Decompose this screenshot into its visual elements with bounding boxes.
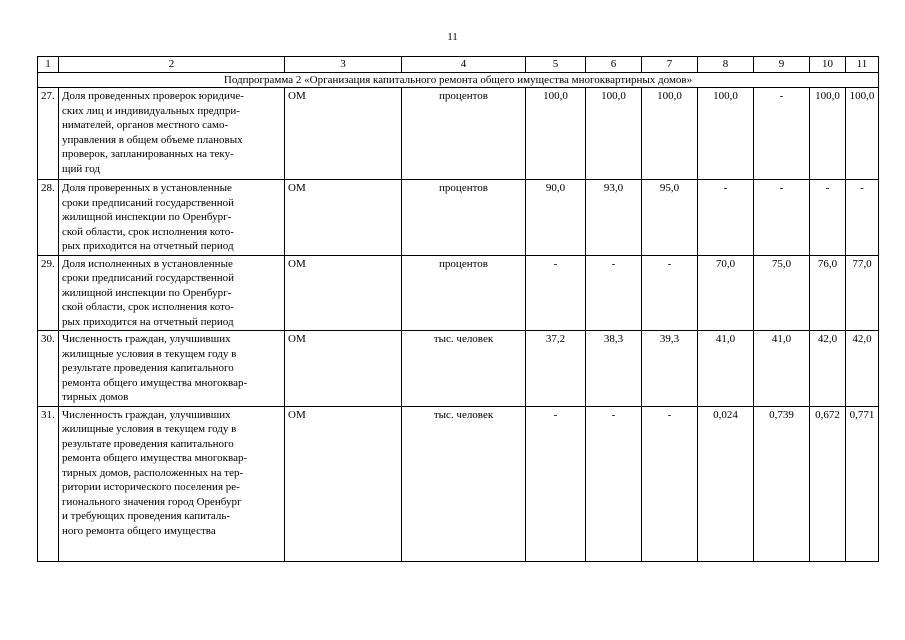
value-cell: - <box>754 88 810 180</box>
indicator-name <box>59 88 285 180</box>
unit-of-measure: тыс. человек <box>402 331 526 407</box>
value-cell: 42,0 <box>810 331 846 407</box>
column-header: 8 <box>698 57 754 73</box>
unit-of-measure: процентов <box>402 255 526 331</box>
value-cell: 42,0 <box>846 331 879 407</box>
indicator-type: ОМ <box>285 331 402 407</box>
column-header: 5 <box>526 57 586 73</box>
column-header: 2 <box>59 57 285 73</box>
value-cell: 0,739 <box>754 406 810 561</box>
row-number: 30. <box>38 331 59 407</box>
indicator-name-line: жилищной инспекции по Оренбург- <box>62 286 232 299</box>
table-row <box>38 180 879 256</box>
indicator-name <box>59 255 285 331</box>
indicator-name-line: Доля исполненных в установленные <box>62 257 233 270</box>
column-header: 1 <box>38 57 59 73</box>
indicators-table <box>37 56 879 562</box>
value-cell: 41,0 <box>754 331 810 407</box>
value-cell: 38,3 <box>586 331 642 407</box>
indicator-type: ОМ <box>285 88 402 180</box>
column-header: 6 <box>586 57 642 73</box>
table-row <box>38 88 879 180</box>
value-cell: - <box>698 180 754 256</box>
indicator-name <box>59 406 285 561</box>
indicator-name-line: тирных домов <box>62 391 129 403</box>
unit-of-measure: процентов <box>402 180 526 256</box>
value-cell: 76,0 <box>810 255 846 331</box>
value-cell: 75,0 <box>754 255 810 331</box>
column-header: 3 <box>285 57 402 73</box>
column-header: 11 <box>846 57 879 73</box>
value-cell: - <box>526 255 586 331</box>
indicator-name-line: нимателей, органов местного само- <box>62 119 229 131</box>
value-cell: 70,0 <box>698 255 754 331</box>
subprogram-title-row <box>38 72 879 88</box>
row-number: 29. <box>38 255 59 331</box>
row-number: 27. <box>38 88 59 180</box>
value-cell: 100,0 <box>846 88 879 180</box>
indicator-name-line: Численность граждан, улучшивших <box>62 333 231 345</box>
indicator-name <box>59 331 285 407</box>
value-cell: 90,0 <box>526 180 586 256</box>
indicator-name-line: результате проведения капитального <box>62 437 234 450</box>
value-cell: 0,024 <box>698 406 754 561</box>
indicator-name <box>59 180 285 256</box>
indicator-name-line: жилищные условия в текущем году в <box>62 347 237 360</box>
indicator-name-line: результате проведения капитального <box>62 362 234 374</box>
value-cell: 95,0 <box>642 180 698 256</box>
indicator-name-line: и требующих проведения капиталь- <box>62 510 231 522</box>
table-row <box>38 331 879 407</box>
value-cell: 37,2 <box>526 331 586 407</box>
indicator-name-line: рых приходится на отчетный период <box>62 315 234 328</box>
indicator-name-line: щий год <box>62 162 101 175</box>
indicator-type: ОМ <box>285 180 402 256</box>
indicator-name-line: Численность граждан, улучшивших <box>62 408 231 421</box>
indicator-name-line: гионального значения город Оренбург <box>62 495 242 508</box>
value-cell: - <box>586 255 642 331</box>
value-cell: - <box>586 406 642 561</box>
indicator-name-line: Доля проверенных в установленные <box>62 182 232 194</box>
indicator-name-line: ритории исторического поселения ре- <box>62 481 240 493</box>
value-cell: 100,0 <box>698 88 754 180</box>
indicator-name-line: Доля проведенных проверок юридиче- <box>62 90 244 102</box>
indicator-name-line: ного ремонта общего имущества <box>62 524 216 537</box>
value-cell: 39,3 <box>642 331 698 407</box>
indicator-name-line: сроки предписаний государственной <box>62 272 235 284</box>
unit-of-measure: тыс. человек <box>402 406 526 561</box>
column-header: 7 <box>642 57 698 73</box>
row-number: 28. <box>38 180 59 256</box>
value-cell: 100,0 <box>526 88 586 180</box>
value-cell: 41,0 <box>698 331 754 407</box>
indicator-name-line: проверок, запланированных на теку- <box>62 148 234 160</box>
table-row <box>38 255 879 331</box>
indicator-type: ОМ <box>285 255 402 331</box>
column-number-row <box>38 57 879 73</box>
indicator-name-line: жилищные условия в текущем году в <box>62 423 237 435</box>
value-cell: 0,771 <box>846 406 879 561</box>
indicator-name-line: тирных домов, расположенных на тер- <box>62 466 244 479</box>
value-cell: - <box>642 255 698 331</box>
indicator-name-line: ремонта общего имущества многоквар- <box>62 452 248 464</box>
value-cell: - <box>810 180 846 256</box>
indicator-name-line: рых приходится на отчетный период <box>62 240 234 252</box>
indicator-name-line: ской области, срок исполнения кото- <box>62 301 234 313</box>
indicator-name-line: жилищной инспекции по Оренбург- <box>62 211 232 223</box>
table-row <box>38 406 879 561</box>
subprogram-title: Подпрограмма 2 «Организация капитального ремонта общего имущества многоквартирных домов» <box>38 72 879 88</box>
row-number: 31. <box>38 406 59 561</box>
column-header: 9 <box>754 57 810 73</box>
indicator-name-line: ской области, срок исполнения кото- <box>62 225 234 238</box>
value-cell: - <box>846 180 879 256</box>
value-cell: - <box>526 406 586 561</box>
page-number: 11 <box>447 31 458 43</box>
value-cell: 93,0 <box>586 180 642 256</box>
indicator-name-line: ских лиц и индивидуальных предпри- <box>62 104 240 117</box>
value-cell: 100,0 <box>586 88 642 180</box>
value-cell: - <box>642 406 698 561</box>
value-cell: 100,0 <box>642 88 698 180</box>
column-header: 4 <box>402 57 526 73</box>
value-cell: 0,672 <box>810 406 846 561</box>
indicator-name-line: ремонта общего имущества многоквар- <box>62 376 248 389</box>
value-cell: 77,0 <box>846 255 879 331</box>
indicator-name-line: управления в общем объеме плановых <box>62 133 243 146</box>
indicator-name-line: сроки предписаний государственной <box>62 196 235 209</box>
unit-of-measure: процентов <box>402 88 526 180</box>
value-cell: - <box>754 180 810 256</box>
column-header: 10 <box>810 57 846 73</box>
value-cell: 100,0 <box>810 88 846 180</box>
indicator-type: ОМ <box>285 406 402 561</box>
